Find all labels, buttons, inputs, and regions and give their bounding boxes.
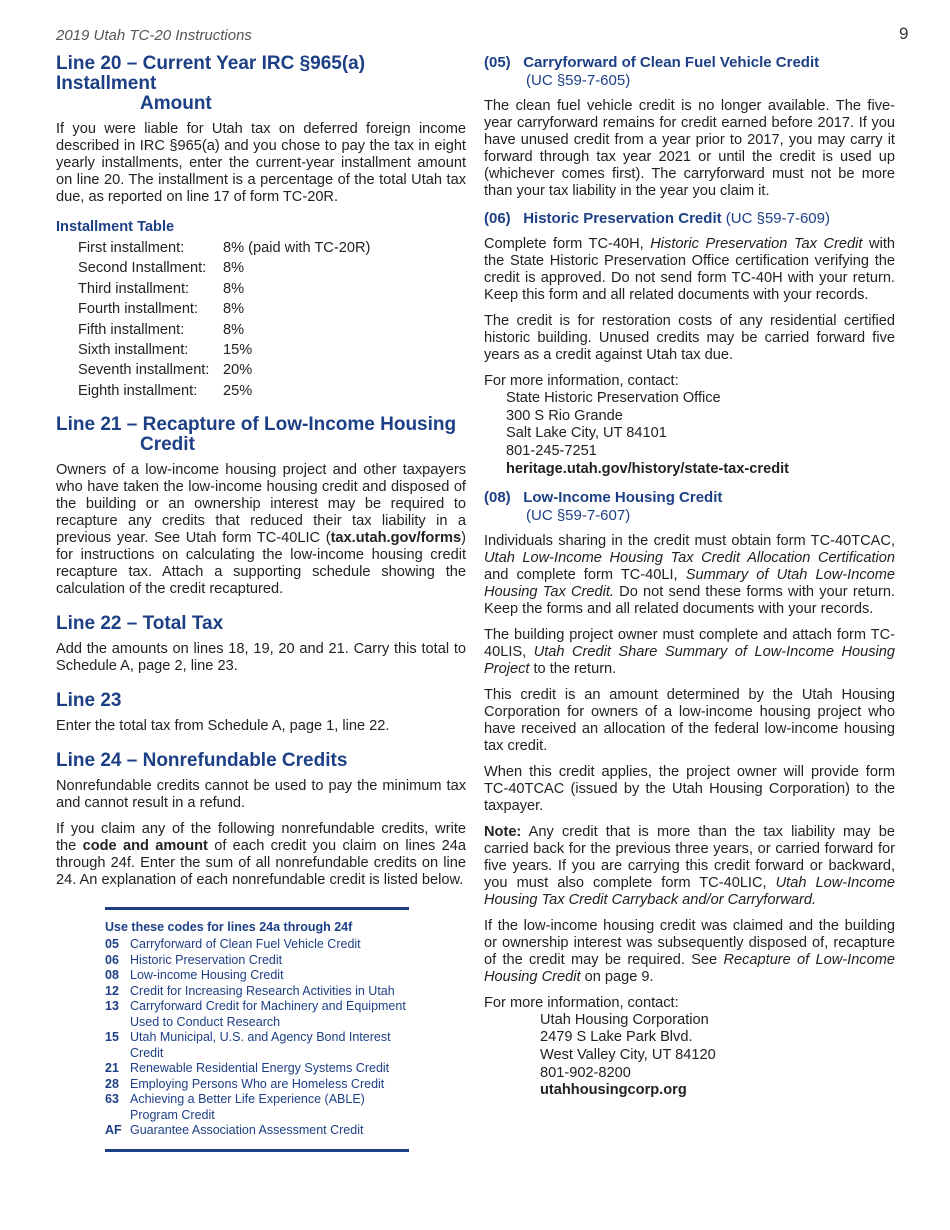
credit-05-heading: (05) Carryforward of Clean Fuel Vehicle Credit (UC §59-7-605) [484,54,820,89]
list-item: 13 Carryforward Credit for Machinery and Equipment Used to Conduct Research [105,999,406,1029]
table-row: Fourth installment: 8% [78,301,245,318]
installment-table [78,238,466,401]
table-row: Fifth installment: 8% [78,321,245,338]
credit-08-contact-intro: For more information, contact: [484,994,679,1011]
credit-08-body-2: The building project owner must complete and attach form TC-40LIS, Utah Credit Share Summary of Low-Income Housing Project to the return. [484,626,895,677]
line23-body: Enter the total tax from Schedule A, page 1, line 22. [56,718,390,735]
heritage-link[interactable]: heritage.utah.gov/history/state-tax-credit [506,460,790,477]
table-row: Second Installment: 8% [78,260,245,277]
credit-08-body-4: When this credit applies, the project owner will provide form TC-40TCAC (issued by the Utah Housing Corporation) to the taxpayer. [484,763,895,814]
installment-table-title: Installment Table [56,219,175,235]
table-row: First installment: 8% (paid with TC-20R) [78,240,371,256]
line20-heading: Line 20 – Current Year IRC §965(a) Installment Amount [56,53,366,114]
credit-06-contact-intro: For more information, contact: [484,373,679,389]
list-item: 15 Utah Municipal, U.S. and Agency Bond Interest Credit [105,1030,391,1060]
list-item: 21 Renewable Residential Energy Systems Credit [105,1061,390,1076]
credit-08-body-6: If the low-income housing credit was claimed and the building or ownership interest was subsequently disposed of, recapture of the credit may be required. See Recapture of Low-Income Housing Credit on page 9. [484,917,895,985]
credit-08-body-1: Individuals sharing in the credit must obtain form TC-40TCAC, Utah Low-Income Housing Tax Credit Allocation Certification and complete form TC-40LI, Summary of Utah Low-Income Housing Tax Credit. Do not send these forms with your return. Keep the forms and all related documents with your records. [484,532,896,617]
list-item: 05 Carryforward of Clean Fuel Vehicle Credit [105,937,361,952]
line23-heading: Line 23 [56,690,122,712]
credit-06-heading: (06) Historic Preservation Credit (UC §59-7-609) [484,210,830,227]
list-item: 63 Achieving a Better Life Experience (ABLE) Program Credit [105,1092,365,1122]
credit-06-body-2: The credit is for restoration costs of any residential certified historic building. Unused credits may be carried forward five years as a credit against Utah tax due. [484,313,895,363]
credit-08-contact-address: Utah Housing Corporation 2479 S Lake Park Blvd. West Valley City, UT 84120 801-902-8200 utahhousingcorp.org [540,1011,716,1099]
line24-body-1: Nonrefundable credits cannot be used to pay the minimum tax and cannot result in a refund. [56,778,466,812]
credit-08-body-3: This credit is an amount determined by the Utah Housing Corporation for owners of a low-income housing project who have received an allocation of the federal low-income housing tax credit. [484,686,895,754]
forms-link: tax.utah.gov/forms [330,530,462,547]
list-item: AF Guarantee Association Assessment Credit [105,1123,364,1138]
table-row: Sixth installment: 15% [78,342,253,359]
credit-06-body-1: Complete form TC-40H, Historic Preservation Tax Credit with the State Historic Preservation Office certification verifying the credit is approved. Do not send form TC-40H with your return. Keep this form and all related documents with your records. [484,236,895,303]
line21-body: Owners of a low-income housing project and other taxpayers who have taken the low-income housing credit and disposed of the building or an ownership interest may be required to recapture any credits that reduced their tax liability in a previous year. See Utah form TC-40LIC (tax.utah.gov/forms) for instructions on calculating the low-income housing credit recapture tax. Attach a supporting schedule showing the calculation of the credit recaptured. [56,462,466,598]
list-item: 28 Employing Persons Who are Homeless Credit [105,1076,385,1091]
credit-05-body: The clean fuel vehicle credit is no longer available. The five-year carryforward remains for credit earned before 2017. If you have unused credit from a year prior to 2017, you may carry it forward through tax year 2021 or until the credit is used up (whichever comes first). The carryforward must not be more than your tax liability in the year you claim it. [484,98,895,199]
list-item: 12 Credit for Increasing Research Activities in Utah [105,983,395,998]
table-row: Eighth installment: 25% [78,382,253,399]
line22-body: Add the amounts on lines 18, 19, 20 and 21. Carry this total to Schedule A, page 2, line 23. [56,641,466,675]
credit-08-heading: (08) Low-Income Housing Credit (UC §59-7-607) [484,488,723,524]
credit-08-note: Note: Any credit that is more than the tax liability may be carried back for the previous three years, or carried forward for five years. If you are carrying this credit forward or backward, you must also complete form TC-40LIC, Utah Low-Income Housing Tax Credit Carryback and/or Carryforward. [484,823,895,908]
codes-box-title: Use these codes for lines 24a through 24f [105,920,353,935]
line24-heading: Line 24 – Nonrefundable Credits [56,750,348,772]
left-column [56,54,466,1152]
table-row: Seventh installment: 20% [78,362,253,379]
line20-body: If you were liable for Utah tax on deferred foreign income described in IRC §965(a) and you chose to pay the tax in eight yearly installments, enter the current-year installment amount on line 20. The installment is a percentage of the total Utah tax due, as reported on line 17 of form TC-20R. [56,121,466,205]
table-row: Third installment: 8% [78,280,245,297]
credit-06-contact-address: State Historic Preservation Office 300 S Rio Grande Salt Lake City, UT 84101 801-245-7251 heritage.utah.gov/history/state-tax-credit [506,390,790,477]
list-item: 08 Low-income Housing Credit [105,968,284,983]
line24-body-2: If you claim any of the following nonrefundable credits, write the code and amount of each credit you claim on lines 24a through 24f. Enter the sum of all nonrefundable credits on line 24. An explanation of each nonrefundable credit is listed below. [56,821,467,889]
document-header: 2019 Utah TC-20 Instructions [56,27,252,44]
line21-heading: Line 21 – Recapture of Low-Income Housing Credit [56,414,457,456]
utahhousing-link[interactable]: utahhousingcorp.org [540,1082,687,1099]
page-number: 9 [899,24,909,43]
right-column [484,54,895,1110]
line22-heading: Line 22 – Total Tax [56,613,224,635]
credit-codes-box [105,907,409,1152]
list-item: 06 Historic Preservation Credit [105,952,283,967]
